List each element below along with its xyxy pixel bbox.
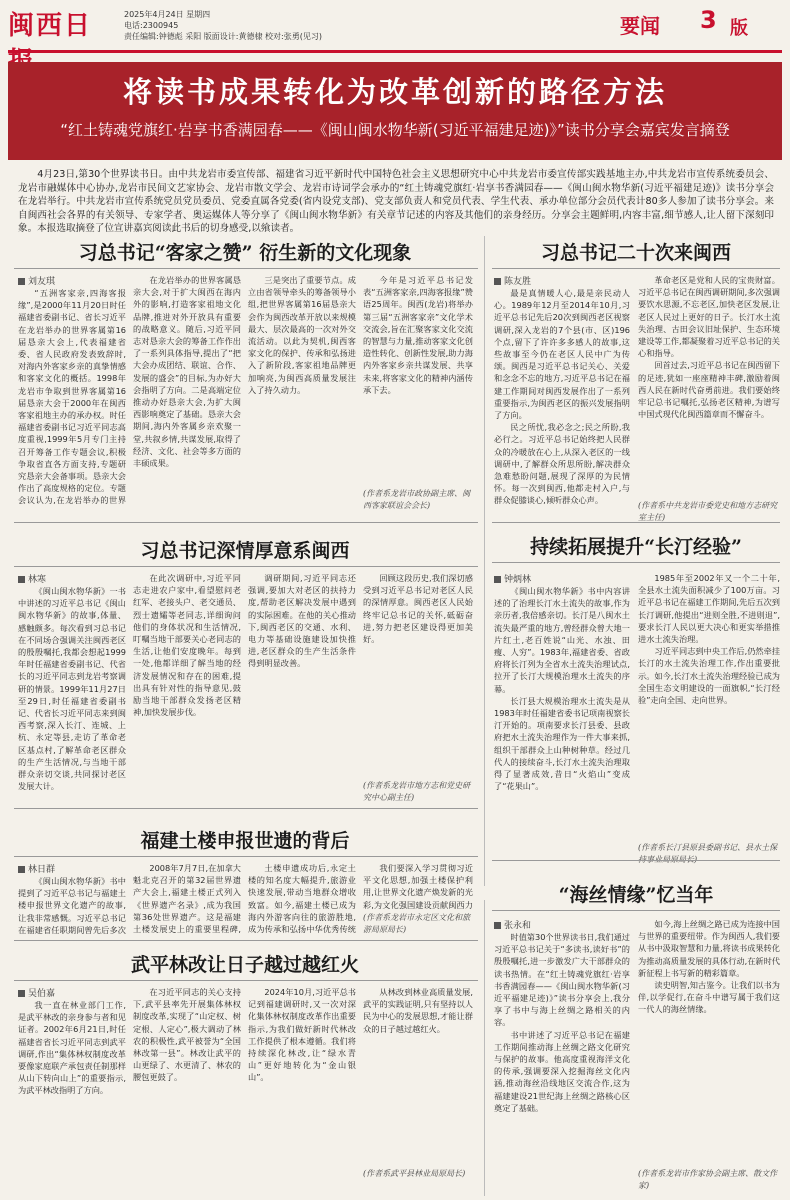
article-column: 我一直在林业部门工作,是武平林改的亲身参与者和见证者。2002年6月21日,时任福建省省长习近平同志到武平调研,作出“集体林权制度改革要像家庭联产承包责任制那样从山下转向山上”的重要指示,为武平林改指明了方向。	[18, 1000, 126, 1096]
issue-date: 2025年4月24日 星期四	[124, 10, 211, 19]
article-title-twenty-visits: 习总书记二十次来闽西	[540, 242, 731, 264]
article-column: 最是真情暖人心,最是亲民动人心。1989年12月至2014年10月,习近平总书记先后20次到闽西老区视察调研,深入龙岩的7个县(市、区)196个点,留下了许许多多感人的故事,这些故事至今仍在老区人民中广为传颂。闽西是习近平总书记关心、关爱和念念不忘的地方,习近平总书记在福建工作期间对闽西发展作出了一系列重要指示,为闽西老区的振兴发展指明了方向。 民之所忧,我必念之;民之所盼,我必行之。习近平总书记始终把人民群众的冷暖放在心上,从深入老区的一线调研中,了解群众所思所盼,解决群众急难愁盼问题,展现了深厚的为民情怀。每一次到闽西,他都走村入户,与群众促膝谈心,倾听群众心声。	[494, 288, 630, 506]
article-title-wuping: 武平林改让日子越过越红火	[130, 954, 359, 976]
article-title-kejia: 习总书记“客家之赞” 衍生新的文化现象	[78, 242, 412, 264]
article-title-changting: 持续拓展提升“长汀经验”	[530, 536, 742, 558]
article-column: 在习近平同志的关心支持下,武平县率先开展集体林权制度改革,实现了“山定权、树定根、人定心”,极大调动了林农的积极性,武平被誉为“全国林改第一县”。林改让武平的山更绿了、水更清了、林农的腰包更鼓了。	[133, 987, 241, 1083]
newspaper-logo: 闽西日	[8, 11, 93, 41]
article-column: 2008年7月7日,在加拿大魁北克召开的第32届世界遗产大会上,福建土楼正式列入《世界遗产名录》,成为我国第36处世界遗产。这是福建土楼发展史上的重要里程碑,	[133, 863, 241, 935]
section-name: 要闻	[620, 14, 660, 38]
article-column: 《闽山闽水物华新》书中内容讲述的了治理长汀水土流失的故事,作为亲历者,我倍感亲切。长汀是八闽水土流失最严重的地方,曾经群众曾大地一片红土,老百姓说“山光、水浊、田瘦、人穷”。1983年,福建省委、省政府将长汀列为全省水土流失治理试点,拉开了长汀大规模治理水土流失的序幕。 长汀县大规模治理水土流失是从1983年时任福建省委书记项南视察长汀开始的。项南要求长汀县委、县政府把水土流失治理作为一件大事来抓,组织干部群众上山种树种草。经过几代人的接续奋斗,长汀水土流失治理取得了显著成效,昔日“火焰山”变成了“花果山”。	[494, 586, 630, 792]
page-unit: 版	[730, 18, 748, 39]
divider	[14, 940, 478, 941]
article-column: 回顾这段历史,我们深切感受到习近平总书记对老区人民的深情厚意。闽西老区人民始终牢记总书记的关怀,砥砺奋进,努力把老区建设得更加美好。	[363, 573, 473, 645]
divider	[492, 860, 780, 861]
byline: 刘友琪	[18, 274, 55, 287]
divider	[14, 566, 478, 567]
byline: 林寒	[18, 572, 46, 585]
byline: 张永和	[494, 918, 531, 931]
divider	[14, 268, 478, 269]
byline: 钟炳林	[494, 572, 531, 585]
byline: 林日群	[18, 862, 55, 875]
divider	[14, 522, 478, 523]
article-title-minxi: 习总书记深情厚意系闽西	[140, 540, 350, 562]
byline: 陈友胜	[494, 274, 531, 287]
author-note: (作者系中共龙岩市委党史和地方志研究室主任)	[638, 501, 778, 522]
author-note: (作者系龙岩市永定区文化和旅游局原局长)	[363, 913, 471, 934]
divider	[492, 268, 780, 269]
divider	[492, 522, 780, 523]
headline-banner	[8, 62, 782, 160]
article-column: 如今,海上丝绸之路已成为连接中国与世界的重要纽带。作为闽西人,我们要从书中汲取智慧和力量,将读书成果转化为推动高质量发展的具体行动,在新时代新征程上书写新的精彩篇章。 读史明智,知古鉴今。让我们以书为伴,以学促行,在奋斗中谱写属于我们这一代人的海丝情缘。	[638, 919, 780, 1015]
article-column: 三是突出了重要节点。成立由省领导牵头的筹备领导小组,把世界客属第16届恳亲大会作为闽西改革开放以来规模最大、层次最高的一次对外交流活动。以此为契机,闽西客家文化的保护、传承和弘扬进入了新阶段,客家祖地品牌更加响亮,为闽西高质量发展注入了持久动力。	[248, 275, 356, 395]
author-note: (作者系武平县林业局原局长)	[363, 1169, 466, 1178]
divider	[14, 980, 478, 981]
author-note: (作者系龙岩市政协副主席、闽西客家联谊会会长)	[363, 489, 471, 510]
divider	[492, 910, 780, 911]
page-number: 3	[700, 6, 717, 34]
article-column: 从林改到林业高质量发展,武平的实践证明,只有坚持以人民为中心的发展思想,才能让群众的日子越过越红火。	[363, 987, 473, 1034]
article-column: 时值第30个世界读书日,我们通过习近平总书记关于“多读书,读好书”的殷殷嘱托,进一步激发广大干部群众的读书热情。在“红土铸魂党旗红·岩享书香满园春——《闽山闽水物华新(习近平福建足迹)》”读书分享会上,我分享了书中与海上丝绸之路相关的内容。 书中讲述了习近平总书记在福建工作期间推动海上丝绸之路文化研究与保护的故事。他高度重视海洋文化的传承,强调要深入挖掘海丝文化内涵,推动海丝沿线地区交流合作,这为福建建设21世纪海上丝绸之路核心区奠定了基础。	[494, 932, 630, 1113]
article-column: 《闽山闽水物华新》书中提到了习近平总书记与福建土楼申报世界文化遗产的故事,让我非常感慨。习近平总书记在福建省任职期间曾先后多次	[18, 876, 126, 935]
article-column: 2024年10月,习近平总书记到福建调研时,又一次对深化集体林权制度改革作出重要指示,为我们做好新时代林改工作提供了根本遵循。我们将持续深化林改,让“绿水青山”更好地转化为“金山银山”。	[248, 987, 356, 1083]
article-column: 在龙岩举办的世界客属恳亲大会,对于扩大闽西在海内外的影响,打造客家祖地文化品牌,推进对外开放具有重要的战略意义。随后,习近平同志对恳亲大会的筹备工作作出了一系列具体指导,提出了“把大会办成团结、联谊、合作、发展的盛会”的目标,为办好大会指明了方向。二是高端定位推动办好恳亲大会,为扩大闽西影响奠定了基础。恳亲大会期间,海内外客属乡亲欢聚一堂,共叙乡情,共谋发展,取得了经济、文化、社会等多方面的丰硕成果。	[133, 275, 241, 469]
article-title-haisi: “海丝情缘”忆当年	[558, 884, 714, 906]
article-column: 土楼申遗成功后,永定土楼的知名度大幅提升,旅游业快速发展,带动当地群众增收致富。如今,福建土楼已成为海内外游客向往的旅游胜地,成为传承和弘扬中华优秀传统	[248, 863, 356, 935]
banner-title: 将读书成果转化为改革创新的路径方法	[122, 75, 667, 109]
article-column: 《闽山闽水物华新》一书中讲述的习近平总书记《闽山闽水物华新》的故事,体量、感触颇多。每次看到习总书记在不同场合强调关注闽西老区的殷殷嘱托,我都会想起1999年时任福建省委副书记、代省长的习近平同志到龙岩考察调研的情景。1999年11月27日至29日,时任福建省委副书记、代省长习近平同志来到闽西考察,深入长汀、连城、上杭、永定等县,走访了革命老区基点村,了解革命老区群众的生产生活情况,与当地干部群众亲切交谈,共同探讨老区发展大计。	[18, 586, 126, 792]
editor-credits: 责任编辑:钟德彪 采阳 版面设计:黄德棣 校对:张勇(见习)	[124, 32, 322, 41]
divider	[14, 808, 478, 809]
masthead-rule	[8, 50, 782, 53]
divider	[492, 562, 780, 563]
article-column: 在此次调研中,习近平同志走进农户家中,看望慰问老红军、老接头户、老交通员、烈士遗孀等老同志,详细询问他们的身体状况和生活情况,叮嘱当地干部要关心老同志的生活,让他们安度晚年。每到一处,他都详细了解当地的经济发展情况和存在的困难,提出具有针对性的指导意见,鼓励当地干部群众发扬老区精神,加快发展步伐。	[133, 573, 241, 718]
author-note: (作者系龙岩市作家协会副主席、散文作家)	[638, 1169, 778, 1190]
article-column: “五洲客家亲,四海客报缘”,是2000年11月20日时任福建省委副书记、省长习近平在龙岩举办的世界客属第16届恳亲大会上,代表福建省委、省人民政府发表致辞时,对海内外客家乡亲的真挚情感和客家文化的概括。1998年龙岩市争取到世界客属第16届恳亲大会于2000年在闽西客家祖地主办的承办权。时任福建省委副书记习近平同志高度重视,1999年5月专门主持召开筹备工作专题会议,积极争取省直各方面支持,专题研究恳亲大会备事项。恳亲大会作出了高度规格的定位。专题会议认为,在龙岩举办的世界	[18, 288, 126, 506]
author-note: (作者系龙岩市地方志和党史研究中心副主任)	[363, 781, 471, 802]
article-column: 革命老区是党和人民的宝贵财富。习近平总书记在闽西调研期间,多次强调要饮水思源,不忘老区,加快老区发展,让老区人民过上更好的日子。长汀水土流失治理、古田会议旧址保护、生态环境建设等工作,都凝聚着习近平总书记的关心和指导。 回首过去,习近平总书记在闽西留下的足迹,犹如一座座精神丰碑,激励着闽西人民在新时代奋勇前进。我们要始终牢记总书记嘱托,弘扬老区精神,为谱写中国式现代化闽西篇章而不懈奋斗。	[638, 275, 780, 420]
banner-subtitle: “红土铸魂党旗红·岩享书香满园春——《闽山闽水物华新(习近平福建足迹)》”读书分享会嘉宾发言摘登	[60, 121, 730, 139]
byline: 吴伯嘉	[18, 986, 55, 999]
article-column: 我们要深入学习贯彻习近平文化思想,加强土楼保护利用,让世界文化遗产焕发新的光彩,为文化强国建设贡献闽西力	[363, 863, 473, 910]
column-divider	[484, 236, 485, 886]
column-divider	[484, 900, 485, 1196]
article-column: 今年是习近平总书记发表“五洲客家亲,四海客报缘”赞语25周年。闽西(龙岩)将举办第三届“五洲客家亲”文化学术交流会,旨在汇聚客家文化交流的智慧与力量,推动客家文化创造性转化、创新性发展,助力海内外客家乡亲共谋发展、共享未来,将客家文化的精神内涵传承下去。	[363, 275, 473, 395]
author-note: (作者系长汀县原县委副书记、县水土保	[638, 843, 778, 852]
divider	[14, 856, 478, 857]
article-column: 1985年至2002年又一个二十年,全县水土流失面积减少了100万亩。习近平总书记在福建工作期间,先后五次到长汀调研,他提出“进则全胜,不进则退”,要求长汀人民以更大决心和更实举措推进水土流失治理。 习近平同志到中央工作后,仍然牵挂长汀的水土流失治理工作,作出重要批示。如今,长汀水土流失治理经验已成为全国生态文明建设的一面旗帜,“长汀经验”走向全国、走向世界。	[638, 573, 780, 706]
article-column: 调研期间,习近平同志还强调,要加大对老区的扶持力度,帮助老区解决发展中遇到的实际困难。在他的关心推动下,闽西老区的交通、水利、电力等基础设施建设加快推进,老区群众的生产生活条件得到明显改善。	[248, 573, 356, 669]
masthead-info	[124, 9, 322, 42]
phone-number: 电话:2300945	[124, 21, 179, 30]
intro-paragraph: 4月23日,第30个世界读书日。由中共龙岩市委宣传部、福建省习近平新时代中国特色社会主义思想研究中心中共龙岩市委宣传部实践基地主办,中共龙岩市宣传系统委员会、龙岩市融媒体中心协办,龙岩市民间文艺家协会、龙岩市散文学会、龙岩市诗词学会承办的“红土铸魂党旗红·岩享书香满园春——《闽山闽水物华新(习近平福建足迹)》读书分享会在龙岩举行。中共龙岩市宣传系统党员党员委员、党委直属各党委(省内设党支部)、党支部负责人和党员代表、学生代表、承办单位部分会员代表计80多人参加了读书分享会。来自闽西社会各界的有关领导、专家学者、奥运媒体人等分享了《闽山闽水物华新》有关章节记述的内容及其他们的亲身经历。分享会主题鲜明,内容丰富,细节感人,让人留下深刻印象。本报选取摘登了位宣讲嘉宾阅读此书后的切身感受,以飨读者。	[18, 169, 774, 235]
article-title-tulou: 福建土楼申报世遗的背后	[140, 830, 350, 852]
